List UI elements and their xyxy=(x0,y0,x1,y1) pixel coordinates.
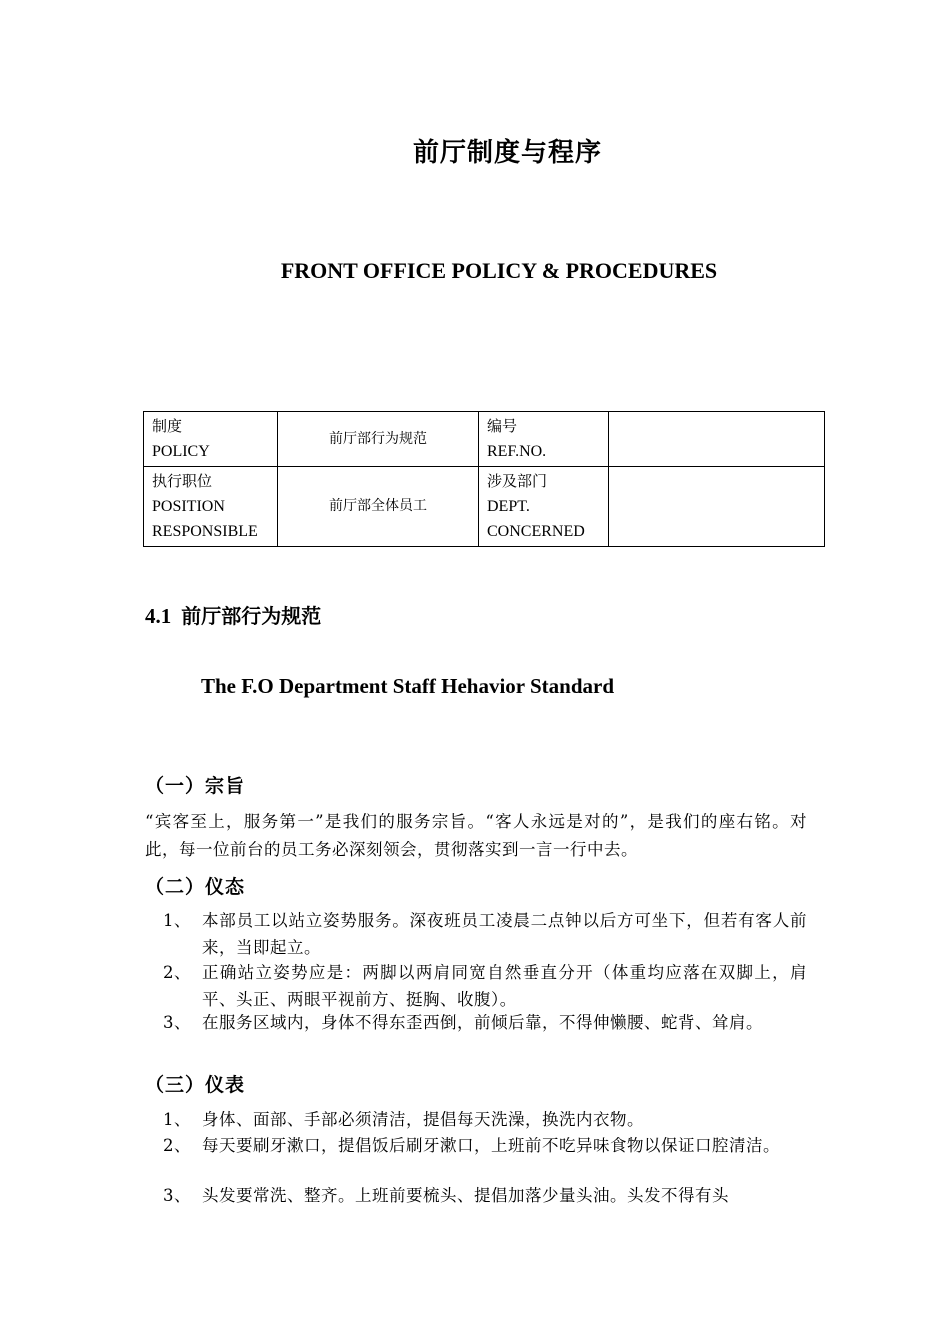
list-item-number: 2、 xyxy=(163,963,191,982)
list-item xyxy=(145,959,807,1013)
position-label-en-1: POSITION xyxy=(152,498,225,515)
list-item-number: 1、 xyxy=(163,911,191,930)
ref-no-label-cn: 编号 xyxy=(487,417,518,435)
list-item-number: 3、 xyxy=(163,1186,191,1205)
policy-meta-table xyxy=(143,411,825,547)
list-item xyxy=(145,1132,807,1159)
dept-label-en-2: CONCERNED xyxy=(487,523,585,540)
section-heading xyxy=(145,600,321,629)
document-title-en: FRONT OFFICE POLICY & PROCEDURES xyxy=(280,258,718,283)
policy-label-cn: 制度 xyxy=(152,417,183,435)
list-item-text: 正确站立姿势应是：两脚以两肩同宽自然垂直分开（体重均应落在双脚上，肩平、头正、两眼平视前方、挺胸、收腹）。 xyxy=(202,963,807,1009)
position-value: 前厅部全体员工 xyxy=(278,467,479,547)
section-number: 4.1 xyxy=(145,604,172,628)
list-item-text: 每天要刷牙漱口，提倡饭后刷牙漱口，上班前不吃异味食物以保证口腔清洁。 xyxy=(202,1136,780,1155)
list-item xyxy=(145,1106,807,1133)
table-row xyxy=(144,467,825,547)
table-row xyxy=(144,412,825,467)
dept-value xyxy=(609,467,825,547)
dept-label-cn: 涉及部门 xyxy=(487,472,548,490)
policy-label-en: POLICY xyxy=(152,443,210,460)
list-item-number: 2、 xyxy=(163,1136,191,1155)
dept-label-cell xyxy=(479,467,609,547)
list-item-text: 本部员工以站立姿势服务。深夜班员工凌晨二点钟以后方可坐下，但若有客人前来，当即起立。 xyxy=(202,911,807,957)
policy-value: 前厅部行为规范 xyxy=(278,412,479,467)
policy-label-cell xyxy=(144,412,278,467)
list-item-text: 在服务区域内，身体不得东歪西倒，前倾后靠，不得伸懒腰、蛇背、耸肩。 xyxy=(202,1013,763,1032)
position-label-en-2: RESPONSIBLE xyxy=(152,523,258,540)
list-item-text: 头发要常洗、整齐。上班前要梳头、提倡加落少量头油。头发不得有头 xyxy=(202,1186,729,1205)
list-item-number: 3、 xyxy=(163,1013,191,1032)
list-item-text: 身体、面部、手部必须清洁，提倡每天洗澡，换洗内衣物。 xyxy=(202,1110,644,1129)
part-heading-appearance: （三）仪表 xyxy=(145,1074,246,1096)
position-label-cn: 执行职位 xyxy=(152,472,213,490)
document-title-cn: 前厅制度与程序 xyxy=(412,138,602,168)
list-item xyxy=(145,1009,807,1036)
ref-no-label-cell xyxy=(479,412,609,467)
list-item xyxy=(145,907,807,961)
part-heading-purpose: （一）宗旨 xyxy=(145,775,246,797)
list-item-number: 1、 xyxy=(163,1110,191,1129)
part-heading-demeanor: （二）仪态 xyxy=(145,876,246,898)
list-item xyxy=(145,1182,807,1209)
dept-label-en-1: DEPT. xyxy=(487,498,530,515)
ref-no-label-en: REF.NO. xyxy=(487,443,547,460)
ref-no-value xyxy=(609,412,825,467)
purpose-paragraph: “宾客至上，服务第一”是我们的服务宗旨。“客人永远是对的”，是我们的座右铭。对此，每一位前台的员工务必深刻领会，贯彻落实到一言一行中去。 xyxy=(145,812,807,859)
section-title-en: The F.O Department Staff Hehavior Standard xyxy=(201,674,615,698)
section-title-cn: 前厅部行为规范 xyxy=(181,604,322,628)
position-label-cell xyxy=(144,467,278,547)
